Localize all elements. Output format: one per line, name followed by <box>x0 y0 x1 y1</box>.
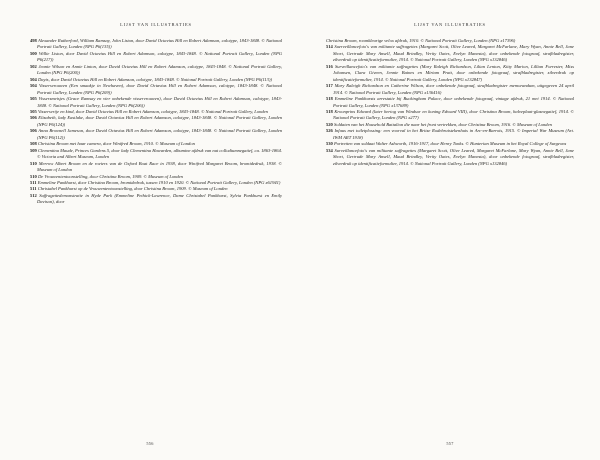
entry-number: 508 <box>30 141 37 147</box>
list-item <box>30 128 282 141</box>
list-item <box>326 148 574 167</box>
entry-number: 505 <box>30 108 37 114</box>
entry-text: Alexander Rutherford, William Ramsay, John Liston, door David Octavius Hill en Robert Adamson, calotype, 1843-1848. © National Portrait Gallery, Londen (NPG P6(135)) <box>37 38 282 50</box>
entry-text: Clementina Maude, Princes Gardens 5, door lady Clementina Hawarden, albumine afdruk van nat collodiumnegatief, ca. 1863-1864. © Victoria and Albert Museum, Londen <box>37 147 282 160</box>
entry-number: 512 <box>30 192 37 198</box>
entry-number: 510 <box>30 173 37 179</box>
entry-text: Jeanie Wilson en Annie Linton, door David Octavius Hill en Robert Adamson, calotype, 1843-1848. © National Portrait Gallery, Londen (NPG P6(200)) <box>37 63 282 76</box>
list-item <box>30 96 282 109</box>
entry-text: Surveillancefoto's van militante suffragettes (Margaret Scott, Olive Leared, Margaret McFarlane, Mary Wyan, Annie Bell, Jane Short, Gertrude Mary Ansell, Maud Brindley, Verity Oates, Evelyn Manesta), door onbekende fotograaf, strafbladregister, zilverdruk op identificatieformulier, 1914. © National Portrait Gallery, Londen (NPG x132846) <box>333 147 574 166</box>
running-head-right: LIJST VAN ILLUSTRATIES <box>414 22 486 27</box>
folio-right: 557 <box>446 441 454 446</box>
illustration-list-left <box>30 38 282 434</box>
right-page <box>300 0 600 460</box>
illustration-list-right <box>326 38 574 434</box>
entry-text: Soldaten van het Household Battalion die naar het front vertrekken, door Christina Broom, 1916. © Museum of Londen <box>333 121 552 127</box>
entry-number: 500 <box>30 50 37 56</box>
entry-number: 511 <box>30 186 37 192</box>
list-item <box>326 96 574 109</box>
folio-left: 556 <box>146 441 154 446</box>
entry-text: Portretten van soldaat Walter Ashworth, 1916-1917, door Henry Tonks. © Hunterian Museum in het Royal College of Surgeons <box>333 141 567 147</box>
entry-number: 514 <box>326 44 333 50</box>
entry-text: Anna Brownell Jameson, door David Octavius Hill en Robert Adamson, calotype, 1843-1848. © National Portrait Gallery, Londen (NPG P6(112)) <box>37 128 282 140</box>
entry-number: 510 <box>30 160 37 166</box>
entry-text: Christina Broom, roomkleurige velox afdruk, 1910. © National Portrait Gallery, Londen (NPG x17396) <box>326 38 516 43</box>
list-item <box>30 38 282 51</box>
list-item <box>326 64 574 83</box>
entry-number: 518 <box>326 108 333 114</box>
entry-number: 498 <box>30 38 37 43</box>
entry-number: 506 <box>30 128 37 134</box>
entry-text: Infaus met toiletplossing: een voorval in het Britse Rodebruistekenhuis in Arc-en-Barrois, 1915. © Imperial War Museum (Art. IWM ART 1918) <box>333 128 574 140</box>
list-item <box>30 64 282 77</box>
entry-number: 534 <box>326 147 333 153</box>
entry-number: 504 <box>30 83 37 89</box>
entry-text: Suerveillancefoto's van militante suffragettes (Margaret Scott, Olive Leared, Margaret McFarlane, Mary Wyan, Annie Bell, Jane Short, Gertrude Mary Ansell, Maud Brindley, Verity Oates, Evelyn Manesta), door onbekende fotograaf, strafbladregister, zilverdruk op identificatieformulier, 1914. © National Portrait Gallery, Londen (NPG x132846) <box>333 44 574 63</box>
entry-text: Kroonprins Edward (later hertog van Windsor en koning Edward VIII), door Christina Broom, halveplaat-glasnegatief, 1914. © National Portrait Gallery, Londen (NPG x277) <box>333 108 574 121</box>
entry-number: 526 <box>326 128 333 134</box>
list-item <box>326 83 574 96</box>
entry-text: Suffragettedemonstratie in Hyde Park (Emmeline Pethick-Lawrence, Dame Christabel Pankhurst, Sylvia Pankhurst en Emily Davison), door <box>37 192 282 205</box>
entry-text: Christabel Pankhurst op de Vrouwententoonstelling, door Christina Broom, 1909. © Museum of Londen <box>37 186 228 192</box>
entry-number: 504 <box>30 76 37 82</box>
entry-text: Mary Raleigh Richardson en Catherine Wilson, door onbekende fotograaf, strafbladregister memorandum, uitgegeven 24 april 1914. © National Portrait Gallery, Londen (NPG x136416) <box>333 83 574 95</box>
entry-text: Vissersmeisjes (Grace Ramsay en vier onbekende visservrouwen), door David Octavius Hill en Robert Adamson, calotype, 1843-1848. © National Portrait Gallery, Londen (NPG P6(206)) <box>37 96 282 108</box>
entry-number: 517 <box>326 83 333 89</box>
entry-text: Willie Liston, door David Octavius Hill en Robert Adamson, calotype, 1843-1848. © National Portrait Gallery, Londen (NPG P6(217)) <box>37 50 282 63</box>
entry-number: 511 <box>30 179 37 185</box>
list-item <box>30 193 282 206</box>
entry-text: De Vrouwententoonstelling, door Christina Broom, 1909. © Museum of Londen <box>37 173 183 179</box>
entry-number: 506 <box>30 115 37 121</box>
entry-text: Vissersvrouwen (Een smaakje in Newhaven), door David Octavius Hill en Robert Adamson, calotype, 1843-1848. © National Portrait Gallery, Londen (NPG P6(209)) <box>37 83 282 95</box>
list-item <box>30 115 282 128</box>
entry-text: Elizabeth, lady Eastlake, door David Octavius Hill en Robert Adamson, calotype, 1843-1848. © National Portrait Gallery, Londen (NPG P6(124)) <box>37 115 282 127</box>
entry-number: 518 <box>326 96 333 102</box>
list-item <box>326 44 574 63</box>
entry-text: Surveillancefoto's van militante suffragettes (Mary Raleigh Richardson, Lilian Lenton, Kitty Marion, Lillian Forrester, Miss Johansen, Clara Giveen, Jennie Baines en Miriam Pratt, door onbekende fotograaf, strafbladregister, zilverdruk op identificatieformulier, 1914. © National Portrait Gallery, Londen (NPG x132847) <box>333 63 574 82</box>
list-item <box>30 148 282 161</box>
list-item <box>30 83 282 96</box>
entry-text: Dayis, door David Octavius Hill en Robert Adamson, calotype, 1843-1848. © National Portrait Gallery, Londen (NPG P6(113)) <box>37 76 272 82</box>
entry-number: 530 <box>326 141 333 147</box>
list-item <box>326 128 574 141</box>
entry-number: 505 <box>30 96 37 102</box>
entry-text: Emmeline Pankhurst, door Christina Broom, bromidedruk, tussen 1910 en 1920. © National Portrait Gallery, Londen (NPG x61941) <box>37 179 281 185</box>
entry-number: 509 <box>30 147 37 153</box>
list-item <box>326 109 574 122</box>
entry-text: Vissersvrije en kind, door David Octavius Hill en Robert Adamson, calotype, 1843-1848. © National Portrait Gallery, Londen <box>37 108 268 114</box>
entry-text: Christina Broom met haar camera, door Winifred Broom, 1910. © Museum of London <box>37 141 195 147</box>
entry-number: 516 <box>326 63 333 69</box>
running-head-left: LIJST VAN ILLUSTRATIES <box>120 22 192 27</box>
entry-number: 520 <box>326 121 333 127</box>
entry-number: 502 <box>30 63 37 69</box>
entry-text: Emmeline Pankhursts arrestatie bij Buckingham Palace, door onbekende fotograaf, vintage afdruk, 21 mei 1914. © National Portrait Gallery, Londen (NPG x137689) <box>333 96 574 108</box>
list-item <box>30 161 282 174</box>
entry-text: Merrow Albert Broom en de roeiers van de Oxford Boat Race in 1938, door Winifred Margaret Broom, bromidedruk, 1938. © Museum of London <box>37 160 282 173</box>
list-item <box>30 51 282 64</box>
